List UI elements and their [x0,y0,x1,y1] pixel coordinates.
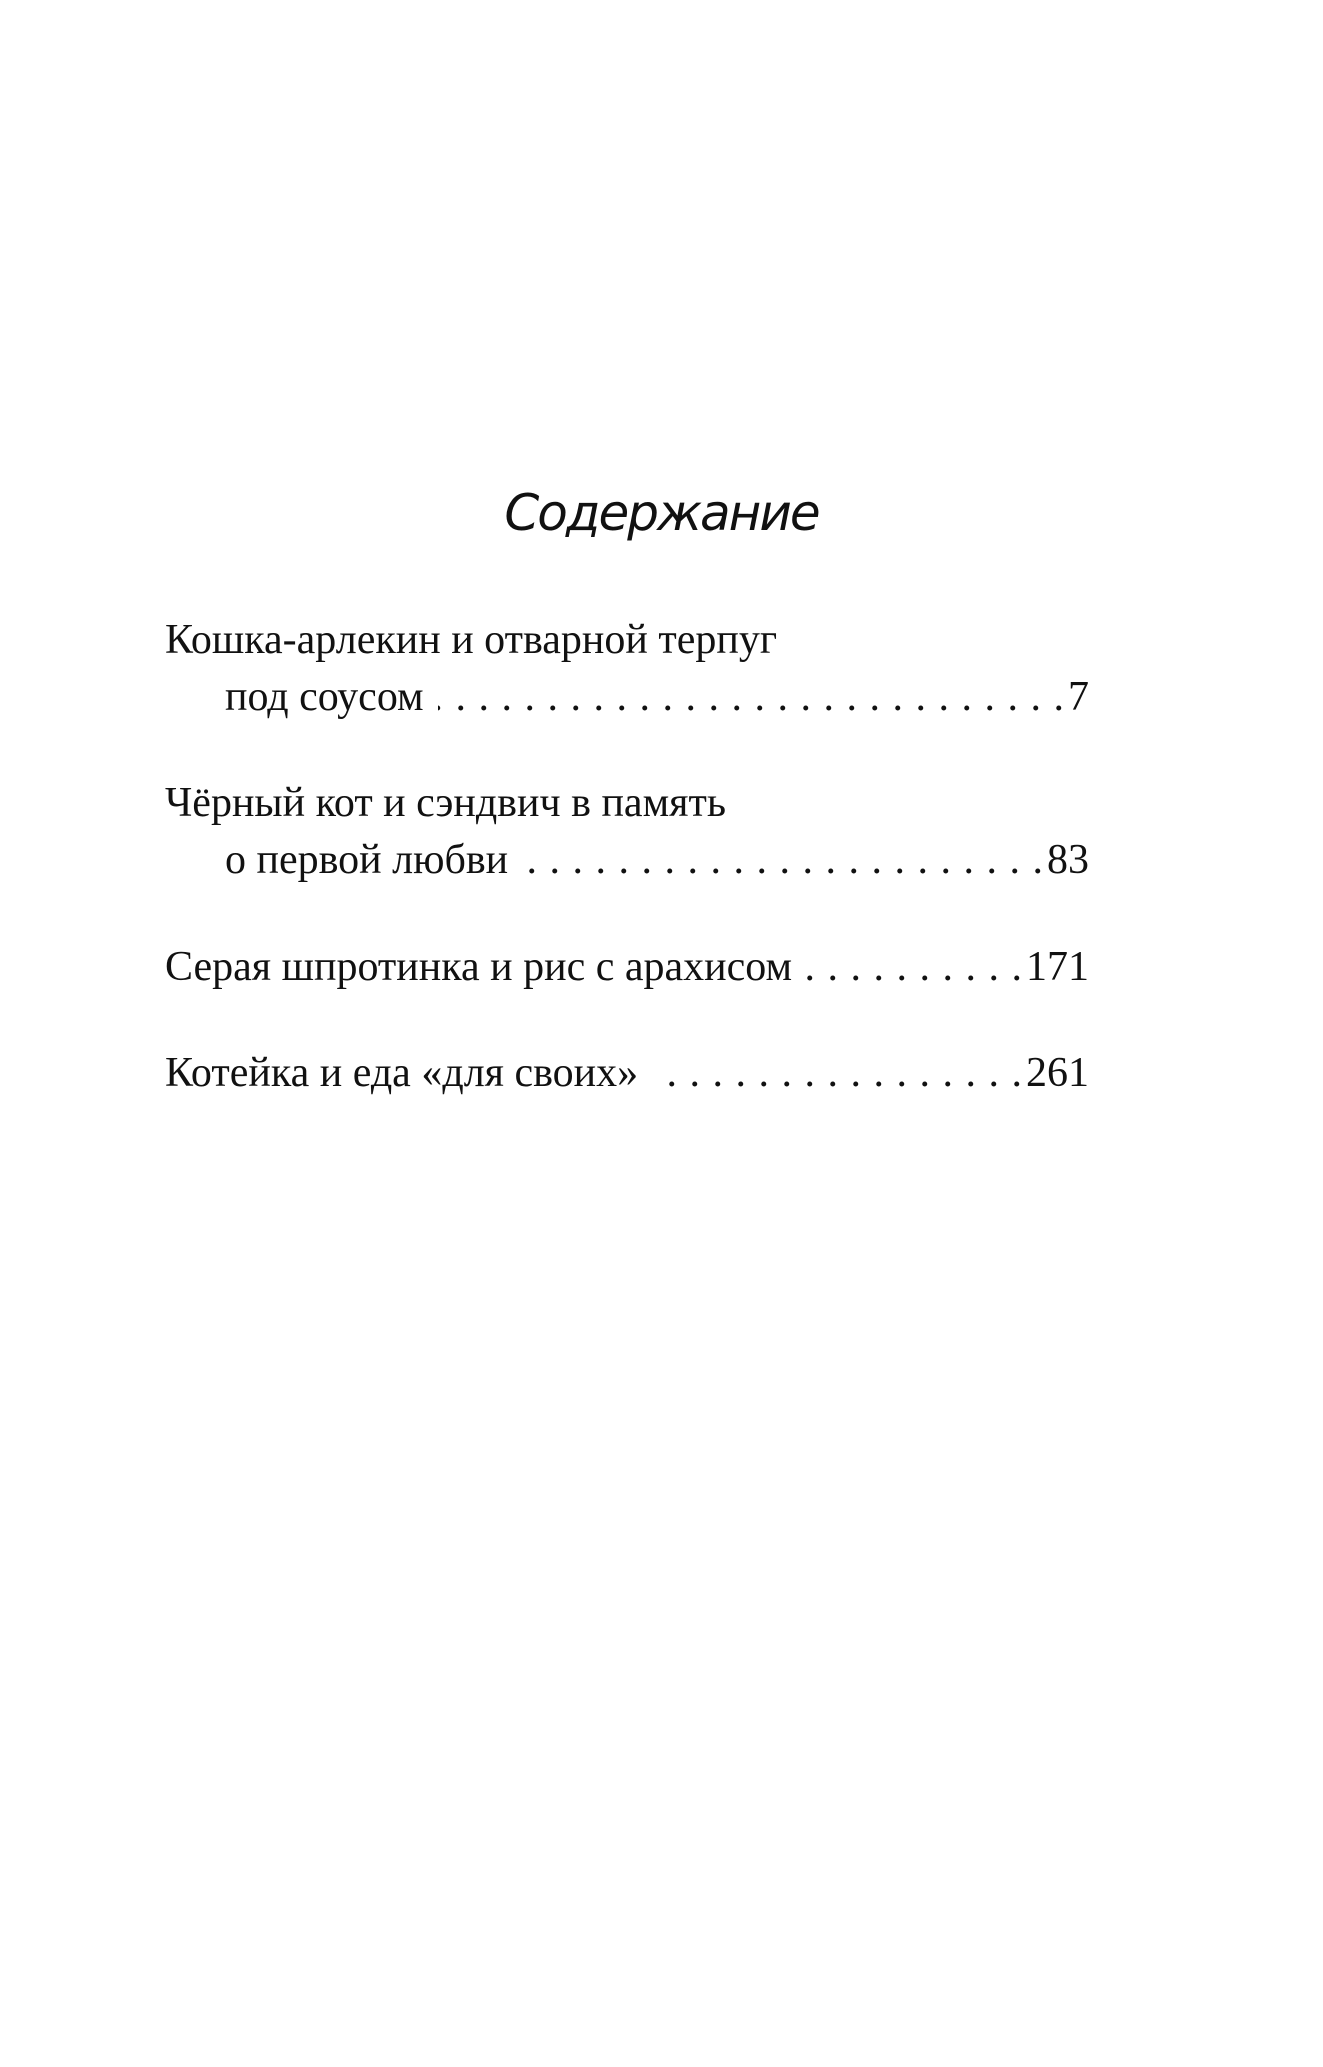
entry-title: Чёрный кот и сэндвич в память [165,780,726,826]
dot-leader [806,939,1022,996]
page-number: 171 [1026,944,1089,990]
page-number: 7 [1068,674,1089,720]
entry-title: Серая шпротинка и рис с арахисом [165,944,793,990]
toc-title: Содержание [504,484,819,542]
dot-leader [522,832,1043,889]
dot-leader [438,669,1064,726]
page-number: 261 [1026,1050,1089,1096]
entry-title-continued: о первой любви [225,837,509,883]
entry-title: Котейка и еда «для своих» [165,1050,639,1096]
entry-title: Кошка-арлекин и отварной терпуг [165,617,778,663]
entry-title-continued: под соусом [225,674,424,720]
page-number: 83 [1047,837,1089,883]
dot-leader [652,1045,1022,1102]
